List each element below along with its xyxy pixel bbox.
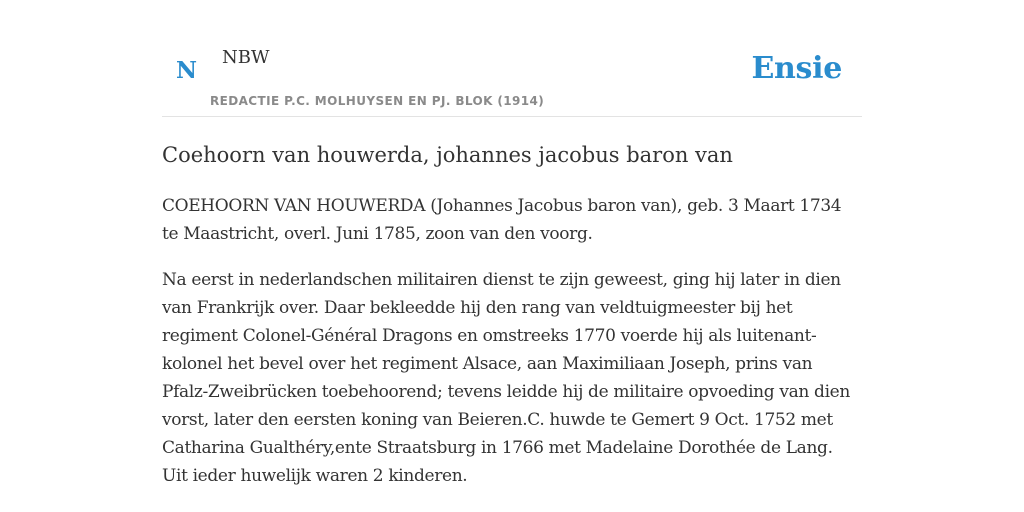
source-name[interactable]: NBW (222, 47, 270, 68)
source-subtitle: REDACTIE P.C. MOLHUYSEN EN PJ. BLOK (1914) (210, 94, 545, 108)
article-paragraph: COEHOORN VAN HOUWERDA (Johannes Jacobus baron van), geb. 3 Maart 1734 te Maastricht, overl. Juni 1785, zoon van den voorg. (162, 196, 842, 244)
article-body (162, 192, 862, 508)
header (162, 0, 862, 117)
article-paragraph: Na eerst in nederlandschen militairen dienst te zijn geweest, ging hij later in dien van Frankrijk over. Daar bekleedde hij den rang van veldtuigmeester bij het regiment Colonel-Général Dragons en omstreeks 1770 voerde hij als luitenant-kolonel het bevel over het regiment Alsace, aan Maximiliaan Joseph, prins van Pfalz-Zweibrücken toebehoorend; tevens leidde hij de militaire opvoeding van dien vorst, later den eersten koning van Beieren.C. huwde te Gemert 9 Oct. 1752 met Catharina Gualthéry,ente Straatsburg in 1766 met Madelaine Dorothée de Lang. Uit ieder huwelijk waren 2 kinderen. (162, 270, 850, 486)
ensie-logo[interactable]: Ensie (751, 51, 842, 86)
source-logo-icon[interactable]: N (176, 57, 198, 84)
page-container (162, 0, 862, 486)
page-title: Coehoorn van houwerda, johannes jacobus baron van (162, 143, 733, 167)
